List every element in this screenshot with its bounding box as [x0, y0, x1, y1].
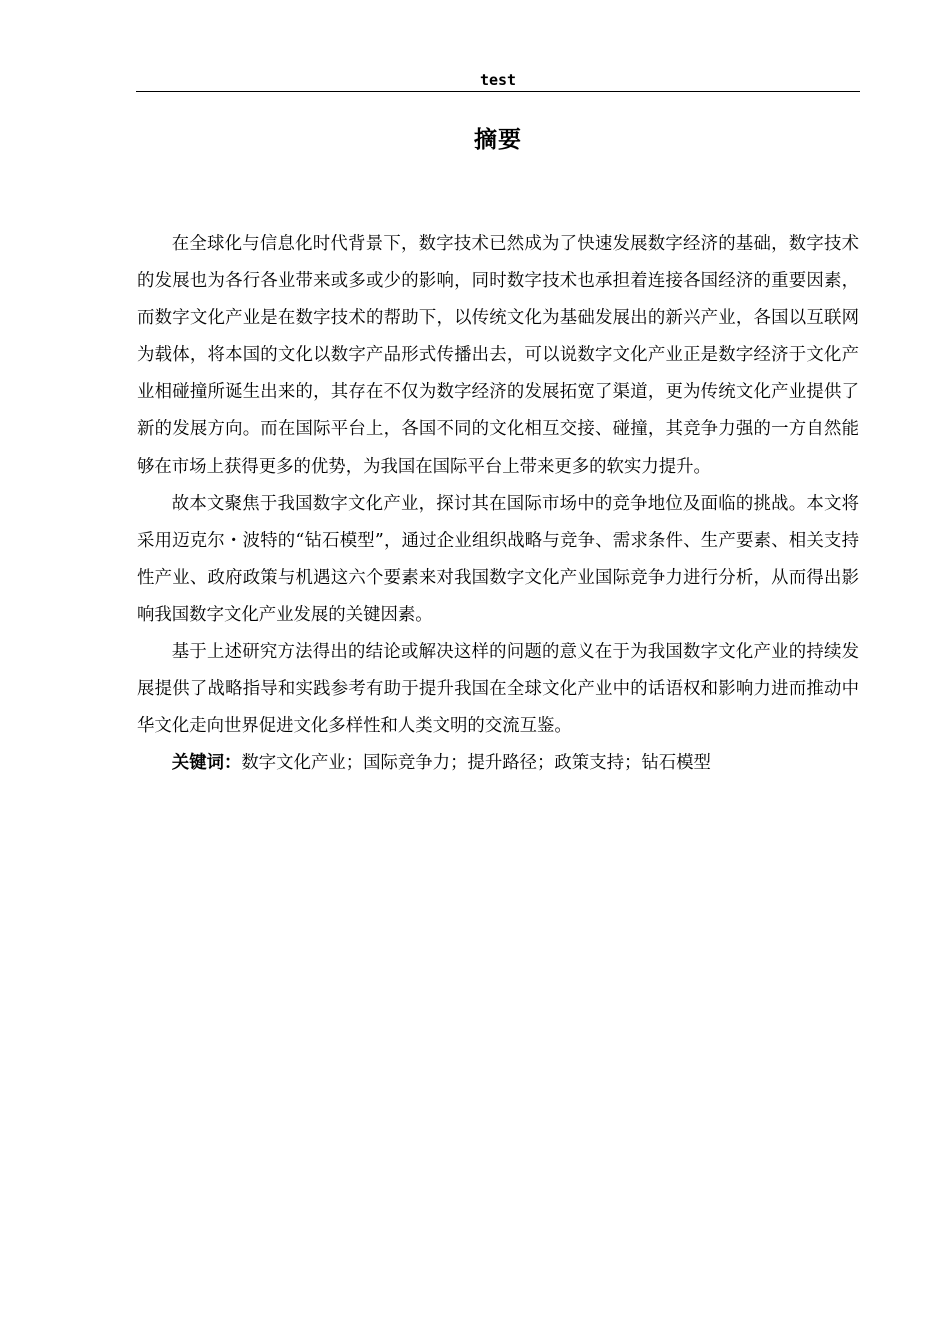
header-rule	[136, 91, 860, 92]
page-header: test	[479, 71, 517, 89]
keywords-line	[137, 745, 859, 782]
abstract-paragraph-2: 故本文聚焦于我国数字文化产业，探讨其在国际市场中的竞争地位及面临的挑战。本文将采用迈克尔・波特的“钻石模型”，通过企业组织战略与竞争、需求条件、生产要素、相关支持性产业、政府政策与机遇这六个要素来对我国数字文化产业国际竞争力进行分析，从而得出影响我国数字文化产业发展的关键因素。	[137, 493, 859, 625]
abstract-paragraph-1: 在全球化与信息化时代背景下，数字技术已然成为了快速发展数字经济的基础，数字技术的发展也为各行各业带来或多或少的影响，同时数字技术也承担着连接各国经济的重要因素，而数字文化产业是在数字技术的帮助下，以传统文化为基础发展出的新兴产业，各国以互联网为载体，将本国的文化以数字产品形式传播出去，可以说数字文化产业正是数字经济于文化产业相碰撞所诞生出来的，其存在不仅为数字经济的发展拓宽了渠道，更为传统文化产业提供了新的发展方向。而在国际平台上，各国不同的文化相互交接、碰撞，其竞争力强的一方自然能够在市场上获得更多的优势，为我国在国际平台上带来更多的软实力提升。	[137, 234, 859, 477]
keywords-text: 数字文化产业；国际竞争力；提升路径；政策支持；钻石模型	[241, 753, 711, 774]
abstract-paragraph-3: 基于上述研究方法得出的结论或解决这样的问题的意义在于为我国数字文化产业的持续发展提供了战略指导和实践参考有助于提升我国在全球文化产业中的话语权和影响力进而推动中华文化走向世界促进文化多样性和人类文明的交流互鉴。	[137, 642, 859, 737]
abstract-body	[137, 226, 859, 782]
keywords-label: 关键词：	[171, 753, 242, 774]
abstract-title: 摘要	[474, 127, 522, 153]
